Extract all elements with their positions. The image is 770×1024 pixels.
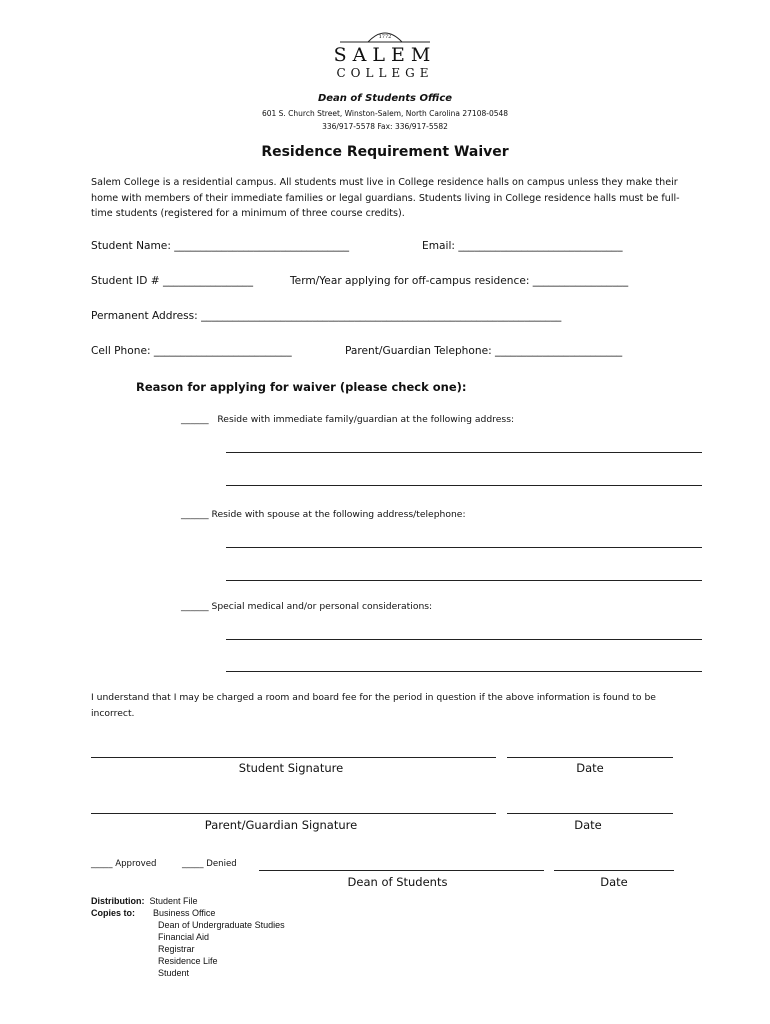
college-name-salem: SALEM xyxy=(333,44,437,66)
copies-item: Residence Life xyxy=(158,956,218,966)
copies-item: Business Office xyxy=(153,908,216,918)
page-title: Residence Requirement Waiver xyxy=(261,144,509,160)
copies-label: Copies to: xyxy=(91,908,135,918)
parent-date-line[interactable] xyxy=(507,813,673,814)
spouse-address-line-1[interactable] xyxy=(226,547,702,548)
spouse-address-line-2[interactable] xyxy=(226,580,702,581)
date-label-2: Date xyxy=(574,818,602,832)
distribution-item: Student File xyxy=(149,896,198,906)
dean-date-line[interactable] xyxy=(554,870,674,871)
reason-heading: Reason for applying for waiver (please check one): xyxy=(136,380,467,394)
office-address: 601 S. Church Street, Winston-Salem, North Carolina 27108-0548 xyxy=(261,109,509,118)
medical-line-2[interactable] xyxy=(226,671,702,672)
student-date-line[interactable] xyxy=(507,757,673,758)
copies-item: Registrar xyxy=(158,944,195,954)
medical-line-1[interactable] xyxy=(226,639,702,640)
dean-signature-line[interactable] xyxy=(259,870,544,871)
approved-checkbox[interactable]: _____ Approved xyxy=(91,859,157,869)
reason-family-option[interactable]: ______ Reside with immediate family/guardian at the following address: xyxy=(181,414,515,425)
office-phone: 336/917-5578 Fax: 336/917-5582 xyxy=(322,122,448,131)
student-signature-label: Student Signature xyxy=(238,761,344,775)
term-year-field[interactable]: Term/Year applying for off-campus residence: __________________ xyxy=(290,275,629,287)
guardian-phone-field[interactable]: Parent/Guardian Telephone: ________________________ xyxy=(345,345,623,357)
dean-signature-label: Dean of Students xyxy=(347,875,448,889)
college-name-college: COLLEGE xyxy=(336,66,434,80)
copies-item: Student xyxy=(158,968,190,978)
parent-signature-line[interactable] xyxy=(91,813,496,814)
distribution-label: Distribution: xyxy=(91,896,145,906)
cell-phone-field[interactable]: Cell Phone: __________________________ xyxy=(91,345,292,357)
copies-item: Dean of Undergraduate Studies xyxy=(158,920,285,930)
student-id-field[interactable]: Student ID # _________________ xyxy=(91,275,254,287)
reason-medical-option[interactable]: ______ Special medical and/or personal considerations: xyxy=(181,601,433,612)
copies-item: Financial Aid xyxy=(158,932,210,942)
distribution-block xyxy=(91,895,285,979)
permanent-address-field[interactable]: Permanent Address: ____________________________________________________________________ xyxy=(91,310,562,322)
parent-signature-label: Parent/Guardian Signature xyxy=(204,818,358,832)
date-label-1: Date xyxy=(576,761,604,775)
student-signature-line[interactable] xyxy=(91,757,496,758)
student-name-field[interactable]: Student Name: _________________________________ xyxy=(91,240,350,252)
denied-checkbox[interactable]: _____ Denied xyxy=(182,859,237,869)
date-label-3: Date xyxy=(600,875,628,889)
family-address-line-2[interactable] xyxy=(226,485,702,486)
email-field[interactable]: Email: _______________________________ xyxy=(422,240,623,252)
acknowledgement-text: I understand that I may be charged a room and board fee for the period in question if the above information is found to be incorrect. xyxy=(91,692,656,719)
intro-paragraph: Salem College is a residential campus. All students must live in College residence halls on campus unless they make their home with members of their immediate families or legal guardians. Students living in College residence halls must be full-time students (registered for a minimum of three course credits). xyxy=(91,177,680,220)
reason-spouse-option[interactable]: ______ Reside with spouse at the following address/telephone: xyxy=(181,509,466,520)
logo-year: 1772 xyxy=(378,34,392,40)
family-address-line-1[interactable] xyxy=(226,452,702,453)
office-name: Dean of Students Office xyxy=(317,93,453,104)
